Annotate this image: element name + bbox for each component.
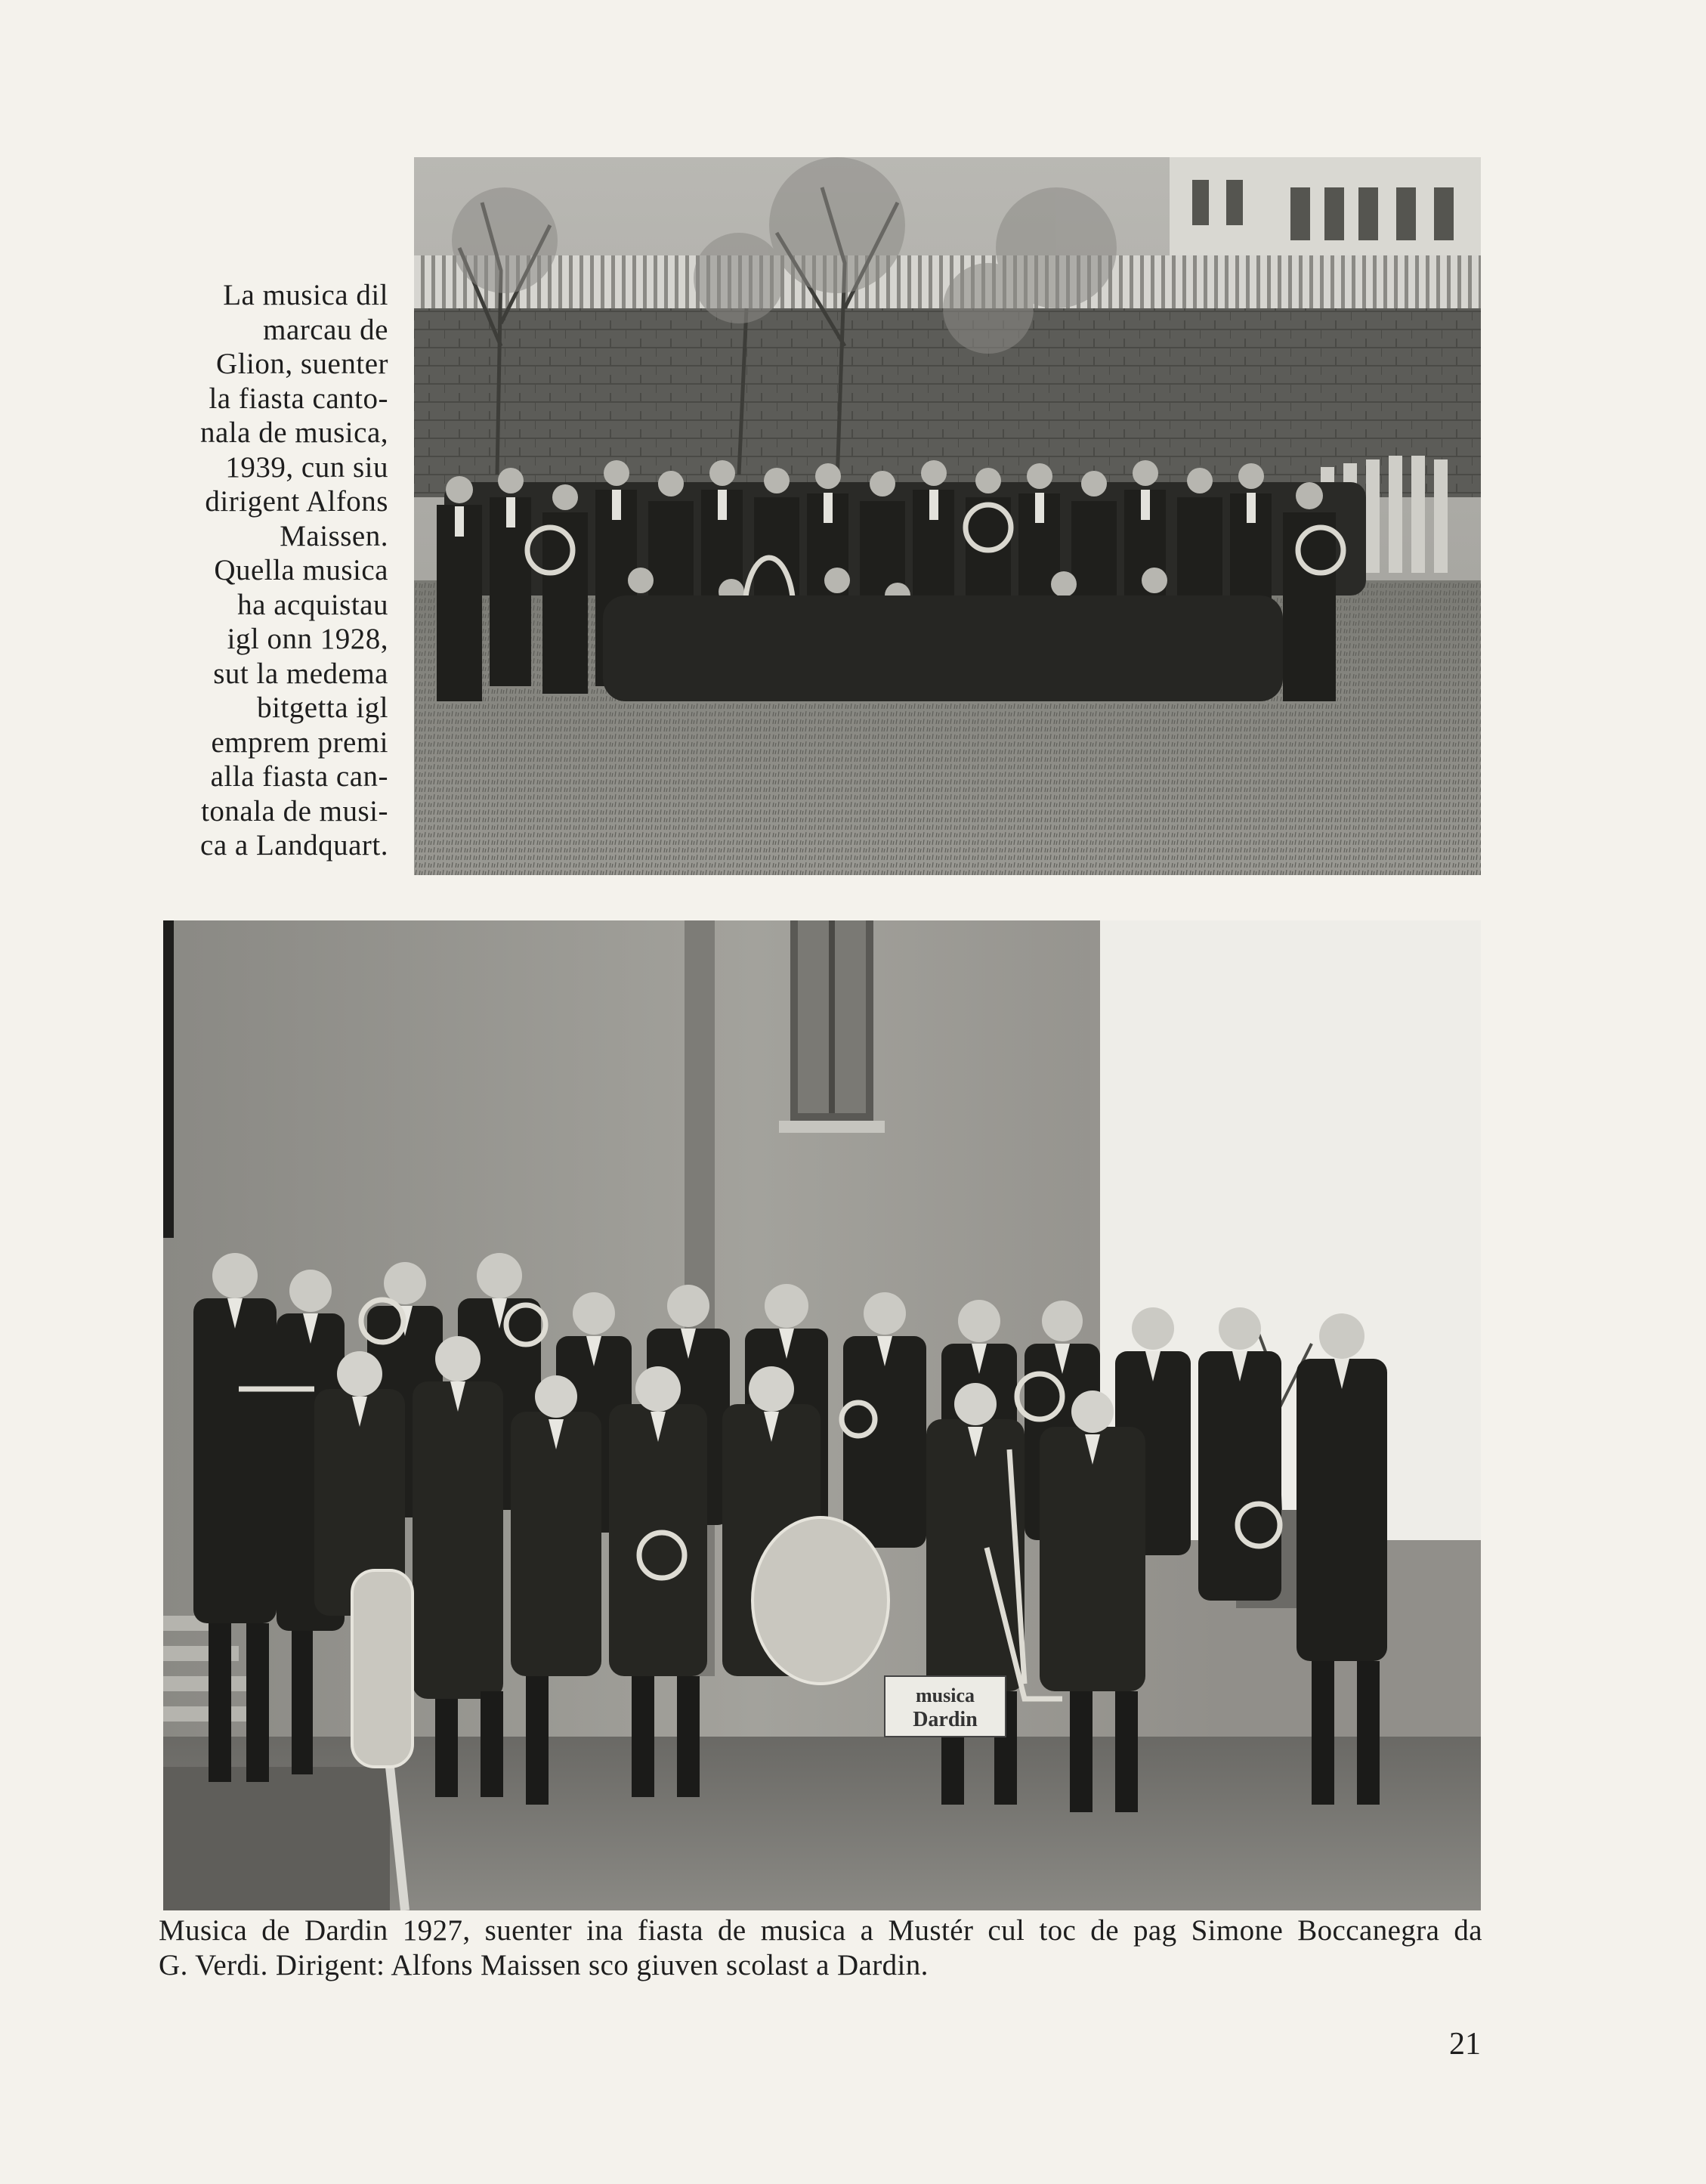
side-caption-line: igl onn 1928, (227, 623, 388, 655)
side-caption-line: ha acquistau (237, 588, 388, 621)
side-caption-line: ca a Landquart. (200, 829, 388, 862)
photo-band-glion-image (414, 157, 1481, 875)
bottom-caption-line-1: Musica de Dardin 1927, suenter ina fiasta de musica a Mustér cul toc de pag Simone Boccanegra da (159, 1914, 1482, 1947)
side-caption-line: dirigent Alfons (205, 485, 388, 518)
side-caption (139, 278, 388, 863)
side-caption-line: Glion, suenter (216, 348, 388, 380)
bottom-caption (159, 1913, 1482, 1983)
photo-band-dardin (163, 920, 1481, 1910)
side-caption-line: La musica dil (223, 279, 388, 311)
side-caption-line: marcau de (263, 313, 388, 346)
side-caption-line: nala de musica, (200, 416, 388, 449)
side-caption-line: Maissen. (280, 519, 388, 552)
side-caption-line: Quella musica (214, 554, 388, 586)
photo-band-dardin-image (163, 920, 1481, 1910)
side-caption-line: sut la medema (213, 657, 388, 690)
side-caption-line: alla fiasta can- (210, 760, 388, 793)
sign-text-line2: Dardin (913, 1708, 978, 1731)
side-caption-line: bitgetta igl (257, 691, 388, 724)
side-caption-line: 1939, cun siu (225, 450, 388, 484)
page-number: 21 (1449, 2027, 1481, 2062)
sign-text-line1: musica (916, 1684, 975, 1706)
side-caption-line: emprem premi (211, 725, 388, 759)
side-caption-line: tonala de musi- (201, 794, 388, 828)
side-caption-line: la fiasta canto- (209, 382, 388, 415)
bottom-caption-line-2: G. Verdi. Dirigent: Alfons Maissen sco giuven scolast a Dardin. (159, 1949, 929, 1981)
photo-band-glion (414, 157, 1481, 875)
